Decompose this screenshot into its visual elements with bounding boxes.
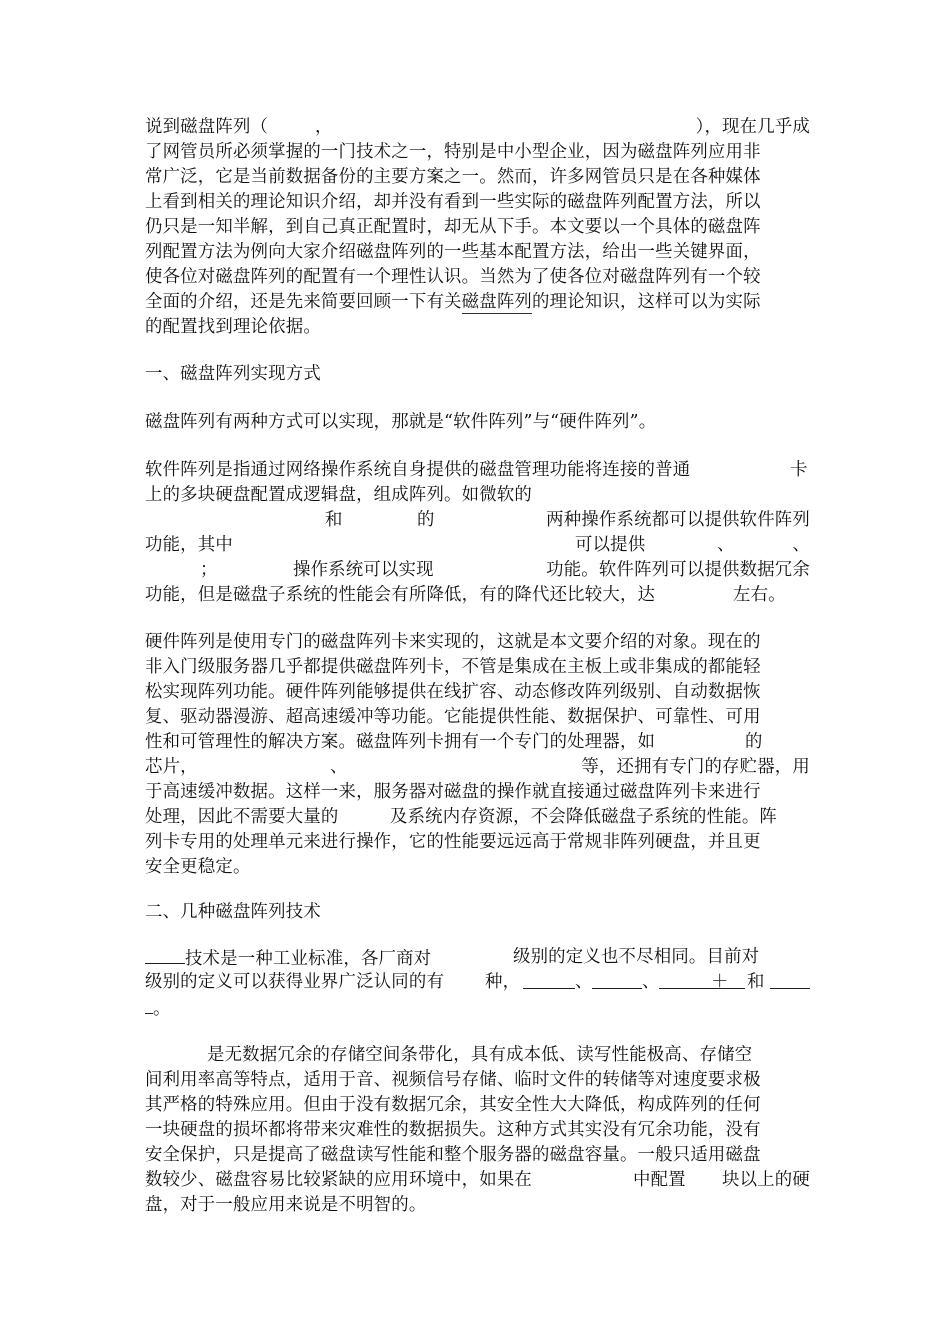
text: ， <box>315 117 333 137</box>
hardware-line-9: 列卡专用的处理单元来进行操作，它的性能要远远高于常规非阵列硬盘，并且更 <box>145 832 761 852</box>
blank-line <box>659 970 745 989</box>
raid0-line-1 <box>145 1043 810 1068</box>
text: 技术是一种工业标准，各厂商对 <box>185 949 432 969</box>
hardware-line-3: 松实现阵列功能。硬件阵列能够提供在线扩容、动态修改阵列级别、自动数据恢 <box>145 682 761 702</box>
text: 等，还拥有专门的存贮器，用 <box>581 757 810 777</box>
text: 功能，但是磁盘子系统的性能会有所降低，有的降代还比较大，达 <box>145 585 656 605</box>
software-line-6 <box>145 583 810 608</box>
text: 卡 <box>790 460 808 480</box>
blank-line <box>523 970 575 989</box>
text: 的理论知识，这样可以为实际 <box>532 292 761 312</box>
blank-line <box>145 945 185 964</box>
text: 可以提供 <box>575 535 646 555</box>
hardware-line-2: 非入门级服务器几乎都提供磁盘阵列卡，不管是集成在主板上或非集成的都能轻 <box>145 657 761 677</box>
text: 和 <box>325 510 343 530</box>
text: ），现在几乎成 <box>695 117 810 137</box>
text: 软件阵列是指通过网络操作系统自身提供的磁盘管理功能将连接的普通 <box>145 460 691 480</box>
hardware-line-8 <box>145 805 810 830</box>
text: ＋ <box>711 972 729 992</box>
intro-line-8 <box>145 290 810 315</box>
text: 是无数据冗余的存储空间条带化，具有成本低、读写性能极高、存储空 <box>207 1045 753 1065</box>
text: 的 <box>745 732 763 752</box>
text: 、 <box>717 535 735 555</box>
text: 芯片， <box>145 757 198 777</box>
blank-line <box>145 995 153 1014</box>
text: 数较少、磁盘容易比较紧缺的应用环境中，如果在 <box>145 1170 532 1190</box>
intro-line-3: 常广泛，它是当前数据备份的主要方案之一。然而，许多网管员只是在各种媒体 <box>145 167 761 187</box>
hardware-line-5 <box>145 730 810 755</box>
software-line-5 <box>145 558 810 583</box>
hardware-line-1: 硬件阵列是使用专门的磁盘阵列卡来实现的，这就是本文要介绍的对象。现在的 <box>145 632 761 652</box>
text: 。 <box>153 999 171 1019</box>
raid0-line-3: 其严格的特殊应用。但由于没有数据冗余，其安全性大大降低，构成阵列的任何 <box>145 1095 761 1115</box>
text: 种， <box>485 972 521 992</box>
section2-p1-line-2 <box>145 970 810 995</box>
software-line-2: 上的多块硬盘配置成逻辑盘，组成阵列。如微软的 <box>145 485 532 505</box>
section2-p1-line-1 <box>145 945 810 970</box>
text: 的 <box>417 510 435 530</box>
text: 及系统内存资源，不会降低磁盘子系统的性能。阵 <box>390 807 777 827</box>
section1-p1: 磁盘阵列有两种方式可以实现，那就是“软件阵列”与“硬件阵列”。 <box>145 412 657 432</box>
hardware-line-6 <box>145 755 810 780</box>
intro-line-5: 仍只是一知半解，到自己真正配置时，却无从下手。本文要以一个具体的磁盘阵 <box>145 217 761 237</box>
software-line-1 <box>145 458 810 483</box>
hardware-line-10: 安全更稳定。 <box>145 857 251 877</box>
text: 、 <box>642 972 660 992</box>
text: 功能。软件阵列可以提供数据冗余 <box>546 560 810 580</box>
text: 全面的介绍，还是先来简要回顾一下有关 <box>145 292 462 312</box>
text: 处理，因此不需要大量的 <box>145 807 339 827</box>
software-line-4 <box>145 533 810 558</box>
blank-line <box>592 970 642 989</box>
raid0-line-5: 安全保护，只是提高了磁盘读写性能和整个服务器的磁盘容量。一般只适用磁盘 <box>145 1145 761 1165</box>
section2-heading: 二、几种磁盘阵列技术 <box>145 902 321 922</box>
intro-line-6: 列配置方法为例向大家介绍磁盘阵列的一些基本配置方法，给出一些关键界面， <box>145 242 761 262</box>
text: 、 <box>792 535 810 555</box>
text: 中配置 <box>633 1170 686 1190</box>
raid0-line-2: 间利用率高等特点，适用于音、视频信号存储、临时文件的转储等对速度要求极 <box>145 1070 761 1090</box>
text: 、 <box>575 972 593 992</box>
text: 功能，其中 <box>145 535 233 555</box>
text: 和 <box>747 972 765 992</box>
text: 左右。 <box>733 585 786 605</box>
text: ； <box>200 560 218 580</box>
hardware-line-4: 复、驱动器漫游、超高速缓冲等功能。它能提供性能、数据保护、可靠性、可用 <box>145 707 761 727</box>
section2-p1-line-3 <box>145 995 810 1020</box>
software-line-3 <box>145 508 810 533</box>
raid0-line-7: 盘，对于一般应用来说是不明智的。 <box>145 1195 427 1215</box>
raid-link[interactable]: 磁盘阵列 <box>461 292 533 312</box>
text: 、 <box>330 757 348 777</box>
intro-line-1 <box>145 115 810 140</box>
blank-line <box>770 970 810 989</box>
intro-line-7: 使各位对磁盘阵列的配置有一个理性认识。当然为了使各位对磁盘阵列有一个较 <box>145 267 761 287</box>
text: 级别的定义也不尽相同。目前对 <box>513 947 760 967</box>
raid0-line-4: 一块硬盘的损坏都将带来灾难性的数据损失。这种方式其实没有冗余功能，没有 <box>145 1120 761 1140</box>
text: 两种操作系统都可以提供软件阵列 <box>546 510 810 530</box>
intro-line-9: 的配置找到理论依据。 <box>145 317 321 337</box>
raid0-line-6 <box>145 1168 810 1193</box>
text: 说到磁盘阵列（ <box>145 117 269 137</box>
text: 级别的定义可以获得业界广泛认同的有 <box>145 972 445 992</box>
section1-heading: 一、磁盘阵列实现方式 <box>145 364 321 384</box>
intro-line-4: 上看到相关的理论知识介绍，却并没有看到一些实际的磁盘阵列配置方法，所以 <box>145 192 761 212</box>
text: 块以上的硬 <box>722 1170 810 1190</box>
intro-line-2: 了网管员所必须掌握的一门技术之一，特别是中小型企业，因为磁盘阵列应用非 <box>145 142 761 162</box>
hardware-line-7: 于高速缓冲数据。这样一来，服务器对磁盘的操作就直接通过磁盘阵列卡来进行 <box>145 782 761 802</box>
text: 操作系统可以实现 <box>293 560 434 580</box>
text: 性和可管理性的解决方案。磁盘阵列卡拥有一个专门的处理器，如 <box>145 732 656 752</box>
